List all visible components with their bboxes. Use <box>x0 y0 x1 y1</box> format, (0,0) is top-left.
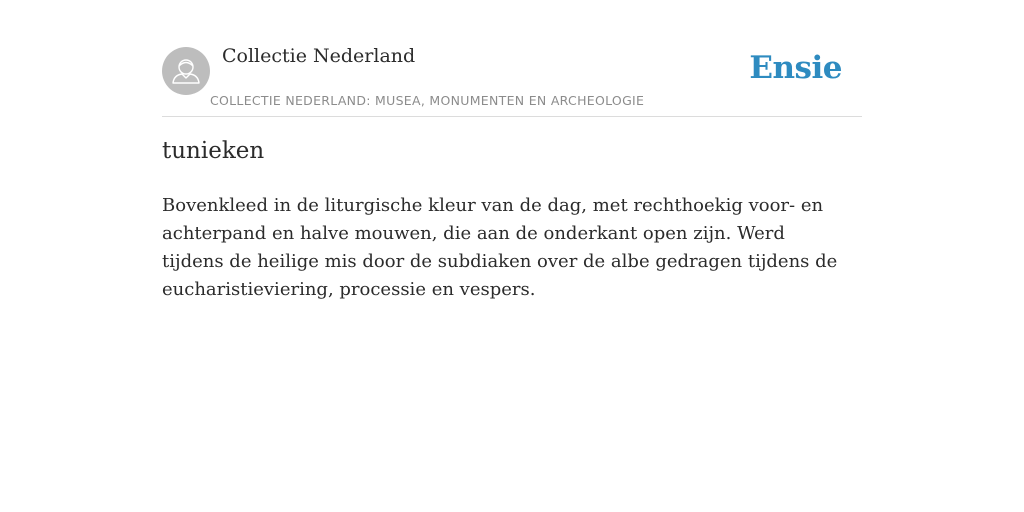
author-subtitle: COLLECTIE NEDERLAND: MUSEA, MONUMENTEN EN ARCHEOLOGIE <box>210 93 645 108</box>
definition-card <box>162 0 862 300</box>
author-name[interactable]: Collectie Nederland <box>222 45 416 67</box>
ensie-logo[interactable]: Ensie <box>749 50 842 86</box>
term-title: tunieken <box>162 138 265 164</box>
card-header <box>162 0 862 117</box>
definition-text: Bovenkleed in de liturgische kleur van de dag, met rechthoekig voor- en achterpand en halve mouwen, die aan de onderkant open zijn. Werd tijdens de heilige mis door de subdiaken over de albe gedragen tijdens de eucharistieviering, processie en vespers. <box>162 195 838 300</box>
user-placeholder-icon[interactable] <box>162 47 210 95</box>
